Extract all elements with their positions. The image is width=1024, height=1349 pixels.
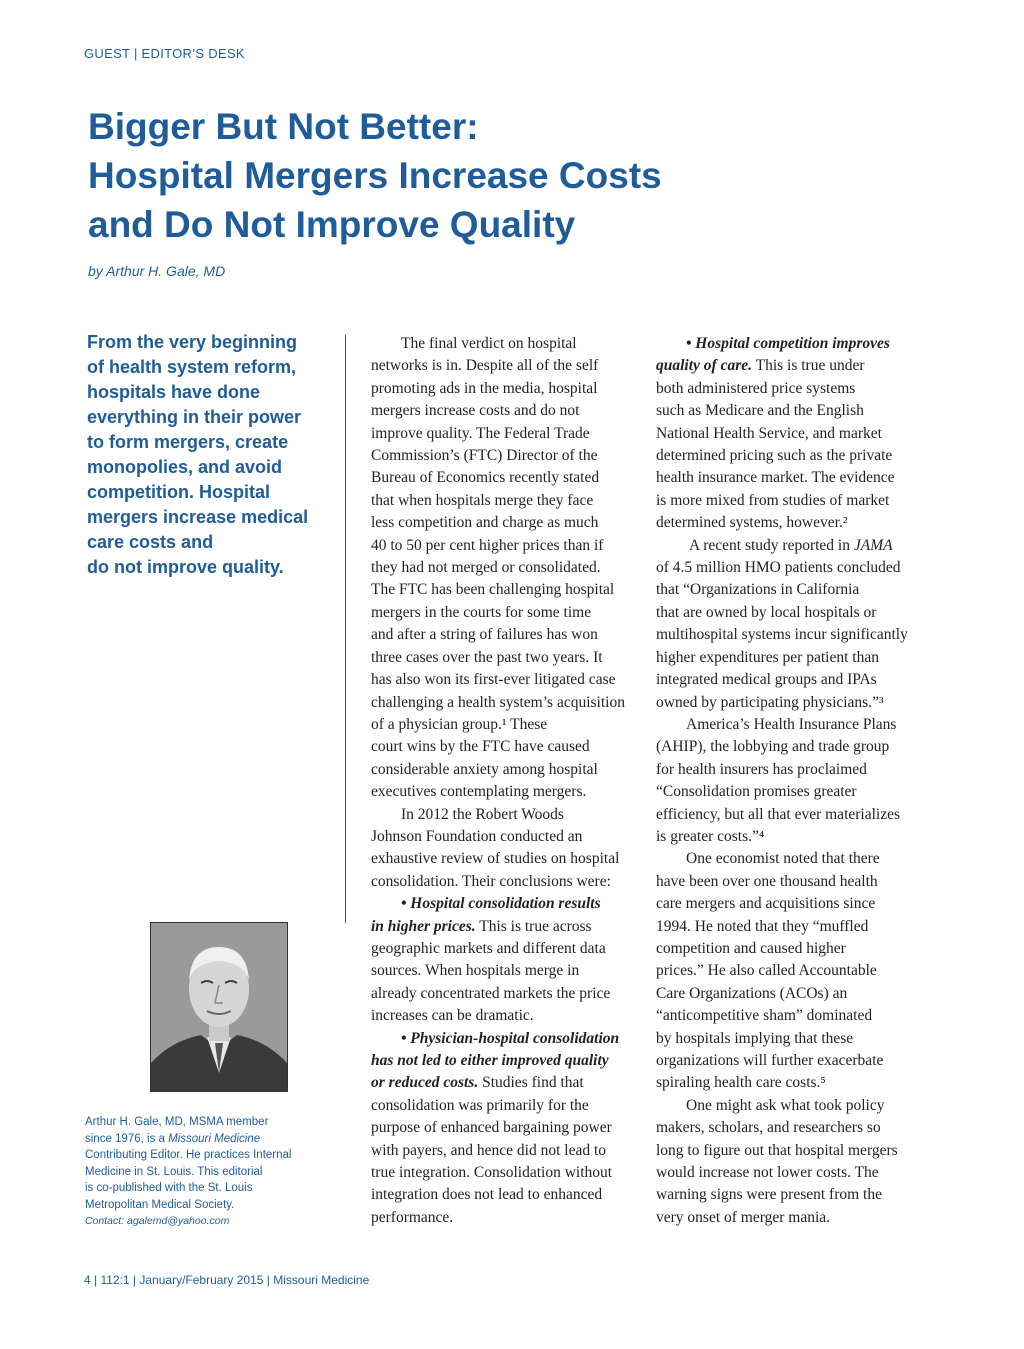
body-line: court wins by the FTC have caused bbox=[371, 738, 590, 756]
bullet-heading: • Hospital consolidation results bbox=[401, 895, 601, 913]
article-title bbox=[88, 102, 708, 249]
body-column-right bbox=[656, 333, 931, 1229]
body-line: In 2012 the Robert Woods bbox=[401, 805, 564, 823]
title-line: Hospital Mergers Increase Costs bbox=[88, 155, 662, 196]
caption-line: Arthur H. Gale, MD, MSMA member bbox=[85, 1116, 269, 1128]
body-line: networks is in. Despite all of the self bbox=[371, 357, 599, 375]
body-line: consolidation was primarily for the bbox=[371, 1096, 589, 1114]
body-line: efficiency, but all that ever materializes bbox=[656, 805, 901, 823]
body-line: for health insurers has proclaimed bbox=[656, 760, 867, 778]
body-line: is greater costs.”⁴ bbox=[656, 827, 765, 845]
body-line: A recent study reported in JAMA bbox=[689, 536, 893, 554]
body-line: both administered price systems bbox=[656, 379, 856, 397]
pull-quote-line: mergers increase medical bbox=[87, 507, 309, 527]
body-line: determined pricing such as the private bbox=[656, 447, 893, 465]
pull-quote-line: monopolies, and avoid bbox=[87, 457, 283, 477]
body-line: Johnson Foundation conducted an bbox=[371, 827, 583, 845]
body-line: and after a string of failures has won bbox=[371, 626, 598, 644]
title-line: Bigger But Not Better: bbox=[88, 106, 479, 147]
journal-name: JAMA bbox=[853, 536, 893, 554]
body-line: would increase not lower costs. The bbox=[656, 1164, 879, 1182]
page-footer: 4 | 112:1 | January/February 2015 | Missouri Medicine bbox=[84, 1273, 370, 1287]
body-line: makers, scholars, and researchers so bbox=[656, 1119, 881, 1137]
body-line: warning signs were present from the bbox=[656, 1186, 882, 1204]
body-line: of 4.5 million HMO patients concluded bbox=[656, 559, 901, 577]
bullet-heading: • Hospital competition improves bbox=[686, 335, 890, 352]
pull-quote-line: of health system reform, bbox=[87, 357, 297, 377]
body-line: owned by participating physicians.”³ bbox=[656, 693, 884, 711]
bullet-heading-end: or reduced costs. bbox=[371, 1074, 479, 1092]
bullet-heading: • Physician-hospital consolidation bbox=[401, 1029, 620, 1047]
body-line: One economist noted that there bbox=[686, 850, 880, 868]
author-caption bbox=[85, 1114, 325, 1230]
body-line: Care Organizations (ACOs) an bbox=[656, 984, 848, 1002]
body-line: or reduced costs. Studies find that bbox=[371, 1074, 584, 1092]
body-line: spiraling health care costs.⁵ bbox=[656, 1074, 826, 1092]
body-line: National Health Service, and market bbox=[656, 424, 882, 442]
pull-quote-line: hospitals have done bbox=[87, 382, 261, 402]
author-contact: Contact: agalemd@yahoo.com bbox=[85, 1215, 230, 1227]
body-line: health insurance market. The evidence bbox=[656, 469, 895, 487]
body-line: America’s Health Insurance Plans bbox=[686, 715, 897, 733]
body-line: (AHIP), the lobbying and trade group bbox=[656, 738, 890, 756]
body-line: exhaustive review of studies on hospital bbox=[371, 850, 620, 868]
body-line: determined systems, however.² bbox=[656, 514, 848, 532]
byline: by Arthur H. Gale, MD bbox=[88, 263, 226, 279]
body-line: executives contemplating mergers. bbox=[371, 783, 587, 801]
body-line: The final verdict on hospital bbox=[401, 335, 577, 352]
pull-quote-line: care costs and bbox=[87, 532, 214, 552]
pull-quote-line: competition. Hospital bbox=[87, 482, 271, 502]
journal-name: Missouri Medicine bbox=[168, 1132, 261, 1145]
body-line: sources. When hospitals merge in bbox=[371, 962, 580, 980]
body-line: “anticompetitive sham” dominated bbox=[656, 1007, 873, 1025]
body-line: they had not merged or consolidated. bbox=[371, 559, 601, 577]
body-line: prices.” He also called Accountable bbox=[656, 962, 877, 980]
author-photo bbox=[150, 922, 288, 1092]
body-line: organizations will further exacerbate bbox=[656, 1052, 884, 1069]
body-line: “Consolidation promises greater bbox=[656, 783, 857, 801]
body-line: 1994. He noted that they “muffled bbox=[656, 917, 869, 935]
body-line: by hospitals implying that these bbox=[656, 1029, 854, 1047]
body-line: is more mixed from studies of market bbox=[656, 491, 890, 509]
body-line: very onset of merger mania. bbox=[656, 1208, 831, 1226]
body-line: quality of care. This is true under bbox=[656, 357, 865, 375]
caption-line: Metropolitan Medical Society. bbox=[85, 1198, 235, 1211]
caption-line: is co-published with the St. Louis bbox=[85, 1182, 253, 1194]
pull-quote-line: do not improve quality. bbox=[87, 557, 284, 577]
section-label: GUEST | EDITOR’S DESK bbox=[84, 46, 245, 61]
body-line: long to figure out that hospital mergers bbox=[656, 1141, 898, 1159]
body-line: performance. bbox=[371, 1208, 454, 1226]
body-line: mergers in the courts for some time bbox=[371, 603, 592, 621]
body-line: One might ask what took policy bbox=[686, 1096, 885, 1114]
pull-quote bbox=[87, 330, 327, 580]
body-line: improve quality. The Federal Trade bbox=[371, 424, 590, 442]
body-line: that when hospitals merge they face bbox=[371, 491, 594, 509]
body-line: purpose of enhanced bargaining power bbox=[371, 1119, 612, 1137]
body-column-middle bbox=[371, 333, 641, 1229]
body-line: geographic markets and different data bbox=[371, 939, 606, 957]
bullet-heading: has not led to either improved quality bbox=[371, 1052, 609, 1069]
body-line: that “Organizations in California bbox=[656, 581, 860, 599]
body-line: multihospital systems incur significantly bbox=[656, 626, 908, 644]
body-line: integrated medical groups and IPAs bbox=[656, 671, 877, 689]
body-line: increases can be dramatic. bbox=[371, 1007, 534, 1025]
body-line: care mergers and acquisitions since bbox=[656, 895, 876, 913]
body-line: less competition and charge as much bbox=[371, 514, 599, 532]
body-line: challenging a health system’s acquisition bbox=[371, 693, 625, 711]
body-line: mergers increase costs and do not bbox=[371, 402, 580, 420]
title-line: and Do Not Improve Quality bbox=[88, 204, 576, 245]
pull-quote-line: to form mergers, create bbox=[87, 432, 289, 452]
body-line: with payers, and hence did not lead to bbox=[371, 1141, 607, 1159]
body-line: Bureau of Economics recently stated bbox=[371, 469, 600, 487]
caption-line: Contributing Editor. He practices Internal bbox=[85, 1149, 292, 1161]
pull-quote-line: From the very beginning bbox=[87, 332, 298, 352]
body-line: The FTC has been challenging hospital bbox=[371, 581, 615, 599]
body-line: Commission’s (FTC) Director of the bbox=[371, 447, 598, 465]
body-line: promoting ads in the media, hospital bbox=[371, 379, 598, 397]
body-line: 40 to 50 per cent higher prices than if bbox=[371, 536, 604, 554]
body-line: three cases over the past two years. It bbox=[371, 648, 603, 666]
body-line: in higher prices. This is true across bbox=[371, 917, 592, 935]
body-line: consolidation. Their conclusions were: bbox=[371, 872, 611, 890]
author-portrait-illustration bbox=[151, 923, 287, 1091]
body-line: higher expenditures per patient than bbox=[656, 648, 879, 666]
body-line: already concentrated markets the price bbox=[371, 984, 611, 1002]
caption-line: Medicine in St. Louis. This editorial bbox=[85, 1165, 263, 1178]
pull-quote-line: everything in their power bbox=[87, 407, 302, 427]
body-line: has also won its first-ever litigated case bbox=[371, 671, 616, 689]
caption-line: since 1976, is a Missouri Medicine bbox=[85, 1132, 261, 1145]
column-divider bbox=[345, 335, 346, 923]
body-line: considerable anxiety among hospital bbox=[371, 760, 598, 778]
body-line: integration does not lead to enhanced bbox=[371, 1186, 603, 1204]
body-line: have been over one thousand health bbox=[656, 872, 878, 890]
body-line: such as Medicare and the English bbox=[656, 402, 864, 420]
body-line: competition and caused higher bbox=[656, 939, 846, 957]
bullet-heading-end: in higher prices. bbox=[371, 917, 476, 935]
body-line: of a physician group.¹ These bbox=[371, 715, 548, 733]
body-line: that are owned by local hospitals or bbox=[656, 603, 877, 621]
bullet-heading-end: quality of care. bbox=[656, 357, 752, 375]
body-line: true integration. Consolidation without bbox=[371, 1164, 613, 1182]
